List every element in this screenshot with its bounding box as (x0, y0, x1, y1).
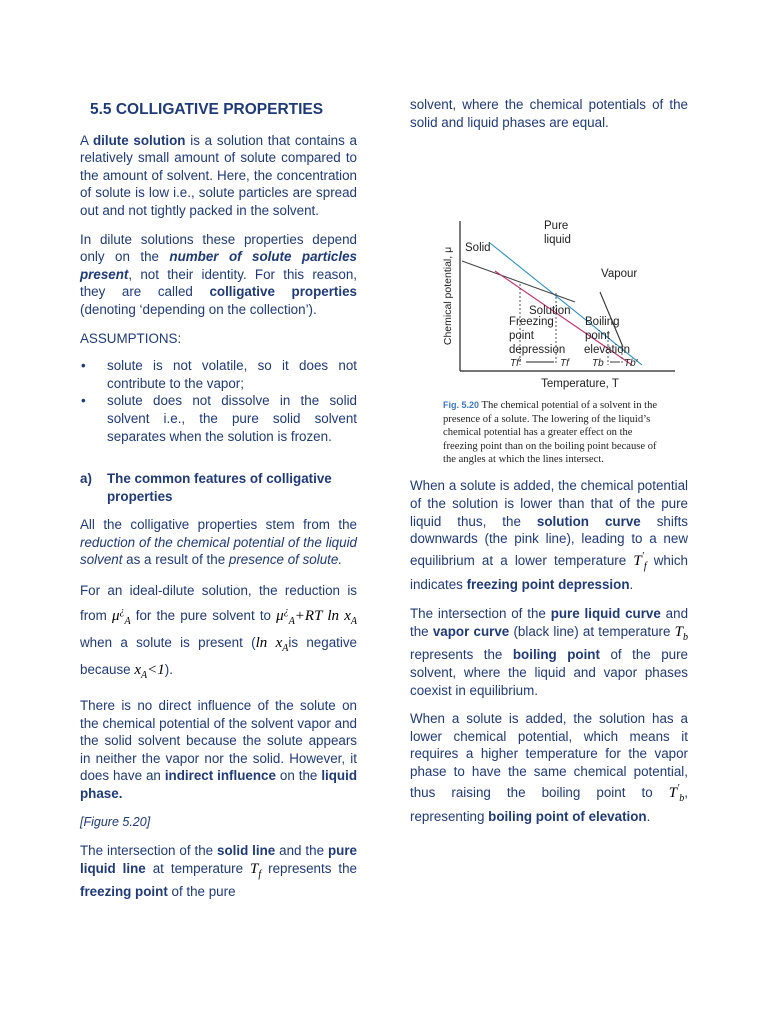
solid-line (462, 261, 575, 302)
figure-label-label-solid: Solid (465, 242, 491, 255)
paragraph-common-features: All the colligative properties stem from the reduction of the chemical potential of the liquid solvent as a result of the presence of solute. (80, 517, 357, 568)
figure-label-label-vapour: Vapour (601, 268, 638, 281)
math-mu-star: $\mu^¿_A$ (111, 606, 131, 628)
figure-5-20 (410, 147, 688, 395)
paragraph-colligative-definition: In dilute solutions these properties depend only on the number of solute particles present, not their identity. For this reason, they are called colligative properties (denoting ‘depending on the collection’). (80, 231, 357, 317)
math-x-less-than-one: $x_A<1$ (134, 662, 165, 682)
paragraph-freezing-depression: When a solute is added, the chemical potential of the solution is lower than that of the pure liquid thus, the solution curve shifts downwards (the pink line), leading to a new equilibrium at a lower temperature $T'_f$ which indicates freezing point depression. (410, 477, 688, 593)
figure-reference: [Figure 5.20] (80, 814, 151, 829)
math-mu-dilute: $\mu^¿_A+RT$ $\ln x_A$ (276, 606, 357, 628)
paragraph-boiling-elevation: When a solute is added, the solution has a lower chemical potential, which means it requires a higher temperature for the vapor phase to have the same chemical potential, thus raising the boiling point to $T'_b$, representing boiling point of elevation. (410, 711, 688, 825)
figure-label-label-solution: Solution (529, 305, 571, 318)
math-tb-prime: $T'_b$ (668, 783, 685, 805)
figure-label-label-bp-3: elevation (584, 344, 631, 357)
figure-caption: Fig. 5.20 The chemical potential of a solvent in the presence of a solute. The lowering of the liquid’s chemical potential has a greater effect on the freezing point than on the boiling point because of the angles at which the lines intersect. (443, 400, 658, 466)
list-item: • solute does not dissolve in the solid solvent i.e., the pure solid solvent separates when the solution is frozen. (80, 392, 357, 445)
subsection-heading: a) The common features of colligative properties (80, 471, 332, 504)
assumptions-list (80, 357, 357, 445)
section-title: 5.5 COLLIGATIVE PROPERTIES (90, 101, 324, 118)
figure-label-label-bp-1: Boiling (585, 316, 620, 329)
figure-label-label-pure-liquid-1: Pure (544, 220, 569, 233)
math-ln-x: $\ln x_A$ (255, 635, 289, 655)
chemical-potential-diagram (410, 147, 688, 395)
figure-label-xlabel: Temperature, T (541, 378, 619, 391)
figure-label-label-pure-liquid-2: liquid (544, 234, 571, 247)
list-item: • solute is not volatile, so it does not contribute to the vapor; (80, 357, 357, 392)
figure-label-tick-tf: Tf (560, 358, 569, 370)
figure-label-tick-tb-prime: Tb′ (624, 358, 638, 370)
figure-label-label-bp-2: point (585, 330, 610, 343)
paragraph-boiling-point: The intersection of the pure liquid curve and the vapor curve (black line) at temperature $T_b$ represents the boiling point of the pure solvent, where the liquid and vapor phases coexist in equilibrium. (410, 606, 689, 698)
figure-label-ylabel: Chemical potential, μ (442, 247, 454, 346)
left-column (80, 96, 357, 912)
paragraph-dilute-solution: A dilute solution is a solution that contains a relatively small amount of solute compared to the amount of solvent. Here, the concentration of solute is low i.e., solute particles are spread out and not tightly packed in the solvent. (80, 132, 357, 218)
paragraph-ideal-dilute: For an ideal-dilute solution, the reduction is from $\mu^¿_A$ for the pure solvent to $\mu^¿_A+RT$ $\ln x_A$ when a solute is present (ln $x_Ais$ negative because $x_A<1$). (80, 583, 357, 682)
term-colligative-properties: colligative properties (209, 284, 357, 300)
paragraph-continuation: solvent, where the chemical potentials of the solid and liquid phases are equal. (410, 97, 688, 130)
assumptions-label: ASSUMPTIONS: (80, 330, 182, 346)
figure-label-label-fp-3: depression (509, 344, 566, 357)
term-dilute-solution: dilute solution (92, 132, 186, 148)
figure-label-label-fp-1: Freezing (509, 316, 554, 329)
right-column (410, 96, 688, 837)
paragraph-indirect-influence: There is no direct influence of the solute on the chemical potential of the solvent vapor and the solid solvent because the solute appears in neither the vapor nor the solid. However, it does have an indirect influence on the liquid phase. (80, 698, 358, 802)
figure-label-tick-tb: Tb (592, 358, 604, 370)
figure-label-label-fp-2: point (509, 330, 534, 343)
emphasis-number-of-particles: number of solute particles present (80, 249, 357, 282)
math-tf-prime: $T'_f$ (633, 551, 647, 573)
math-tf: $T_f$ (250, 860, 262, 880)
paragraph-freezing-point: The intersection of the solid line and the pure liquid line at temperature $T_f$ represents the freezing point of the pure (80, 843, 357, 900)
figure-label-tick-tf-prime: Tf′ (510, 358, 521, 370)
math-tb: $T_b$ (674, 623, 688, 643)
